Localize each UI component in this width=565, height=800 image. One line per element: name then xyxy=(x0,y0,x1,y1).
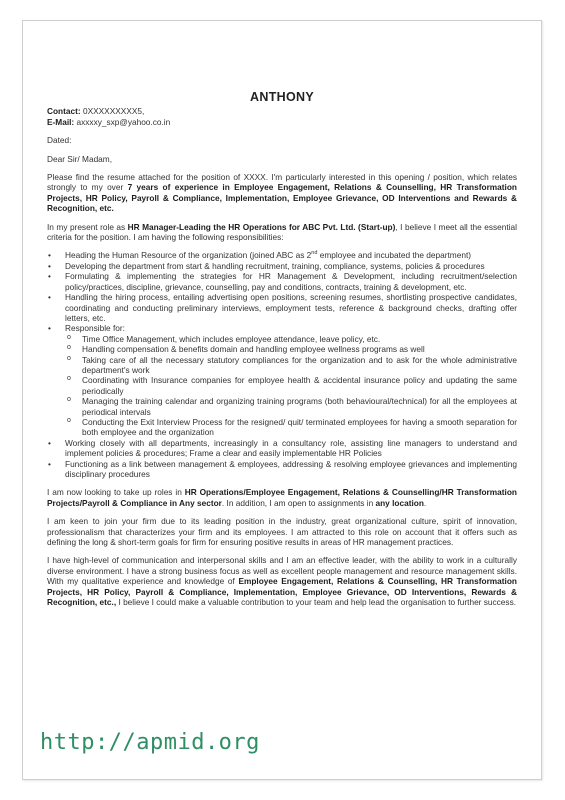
intro-highlight: 7 years of experience in Employee Engagement, Relations & Counselling, HR Transformation Projects, HR Policy, Payroll & Compliance, Implementation, Employee Grievance, OD Interventions and Rewards & Recognition, etc. xyxy=(47,182,517,214)
why-firm-paragraph: I am keen to join your firm due to its leading position in the industry, great organizational culture, spirit of innovation, professionalism that characterizes your firm and its employees. I am attracted to this role on account that it offers such as defining the long & short-term goals for firm for ensuring positive results in areas of HR management practices. xyxy=(47,516,517,548)
intro-text: Please find the resume attached for the position of XXXX. I'm particularly interested in this opening / position, which relates strongly to my over xyxy=(47,172,517,193)
sub-list-item: o Taking care of all the necessary statutory compliances for the organization and to ask for the whole administrative department's work xyxy=(65,355,517,376)
cover-letter xyxy=(47,92,517,615)
contact-line xyxy=(47,106,517,116)
sub-list-item: o Time Office Management, which includes employee attendance, leave policy, etc. xyxy=(65,334,517,344)
sub-list-item: o Handling compensation & benefits domain and handling employee wellness programs as well xyxy=(65,344,517,354)
list-item: • Formulating & implementing the strategies for HR Management & Development, including recruitment/selection policy/practices, discipline, grievance, counselling, pay and conditions, contracts, training & development, etc. xyxy=(47,271,517,292)
role-text-a: In my present role as xyxy=(47,221,128,232)
present-role-paragraph xyxy=(47,222,517,243)
sub-list-item: o Coordinating with Insurance companies for employee health & accidental insurance policy and updating the same periodically xyxy=(65,375,517,396)
responsible-for-label: Responsible for: xyxy=(65,323,125,334)
list-item xyxy=(47,323,517,437)
list-item: • Working closely with all departments, increasingly in a consultancy role, assisting line managers to understand and implement policies & procedures; Frame a clear and easily implementable HR Policies xyxy=(47,438,517,459)
watermark-url: http://apmid.org xyxy=(40,730,260,755)
responsibility-list xyxy=(47,250,517,479)
role-text-c: , I believe I meet all the essential criteria for the position. I am having the following responsibilities: xyxy=(47,221,518,243)
role-highlight: HR Manager-Leading the HR Operations for ABC Pvt. Ltd. (Start-up) xyxy=(127,221,396,232)
contact-label: Contact: xyxy=(47,106,81,117)
sub-responsibility-list xyxy=(65,334,517,438)
looking-for-paragraph: I am now looking to take up roles in HR Operations/Employee Engagement, Relations & Counselling/HR Transformation Projects/Payroll & Compliance in Any sector. In addition, I am open to assignments in any location. xyxy=(47,487,517,508)
skills-paragraph: I have high-level of communication and interpersonal skills and I am an effective leader, with the ability to work in a culturally diverse environment. I have a strong business focus as well as excellent people management and resource management skills. With my qualitative experience and knowledge of Employee Engagement, Relations & Counselling, HR Transformation Projects, HR Policy, Payroll & Compliance, Implementation, Employee Grievance, OD Interventions, Rewards & Recognition, etc., I believe I could make a valuable contribution to your team and help lead the organisation to further success. xyxy=(47,555,517,608)
email-value[interactable]: axxxxy_sxp@yahoo.co.in xyxy=(74,116,171,127)
salutation: Dear Sir/ Madam, xyxy=(47,153,113,164)
email-label: E-Mail: xyxy=(47,116,75,127)
applicant-name: ANTHONY xyxy=(250,90,314,104)
list-item: • Heading the Human Resource of the organization (joined ABC as 2nd employee and incubated the department) xyxy=(47,250,517,260)
list-item: • Handling the hiring process, entailing advertising open positions, screening resumes, shortlisting prospective candidates, coordinating and conducting preliminary interviews, employment tests, reference & background checks, drafting offer letters, etc. xyxy=(47,292,517,323)
sub-list-item: o Conducting the Exit Interview Process for the resigned/ quit/ terminated employees for having a smooth separation for both employee and the organization xyxy=(65,417,517,438)
dated-line: Dated: xyxy=(47,135,72,146)
email-line xyxy=(47,117,517,127)
contact-value: 0XXXXXXXXX5, xyxy=(80,106,145,117)
intro-paragraph xyxy=(47,172,517,214)
list-item: • Functioning as a link between management & employees, addressing & resolving employee grievances and implementing disciplinary procedures xyxy=(47,459,517,480)
list-item: • Developing the department from start & handling recruitment, training, compliance, systems, policies & procedures xyxy=(47,261,517,271)
sub-list-item: o Managing the training calendar and organizing training programs (both behavioural/technical) for all the employees at periodical intervals xyxy=(65,396,517,417)
